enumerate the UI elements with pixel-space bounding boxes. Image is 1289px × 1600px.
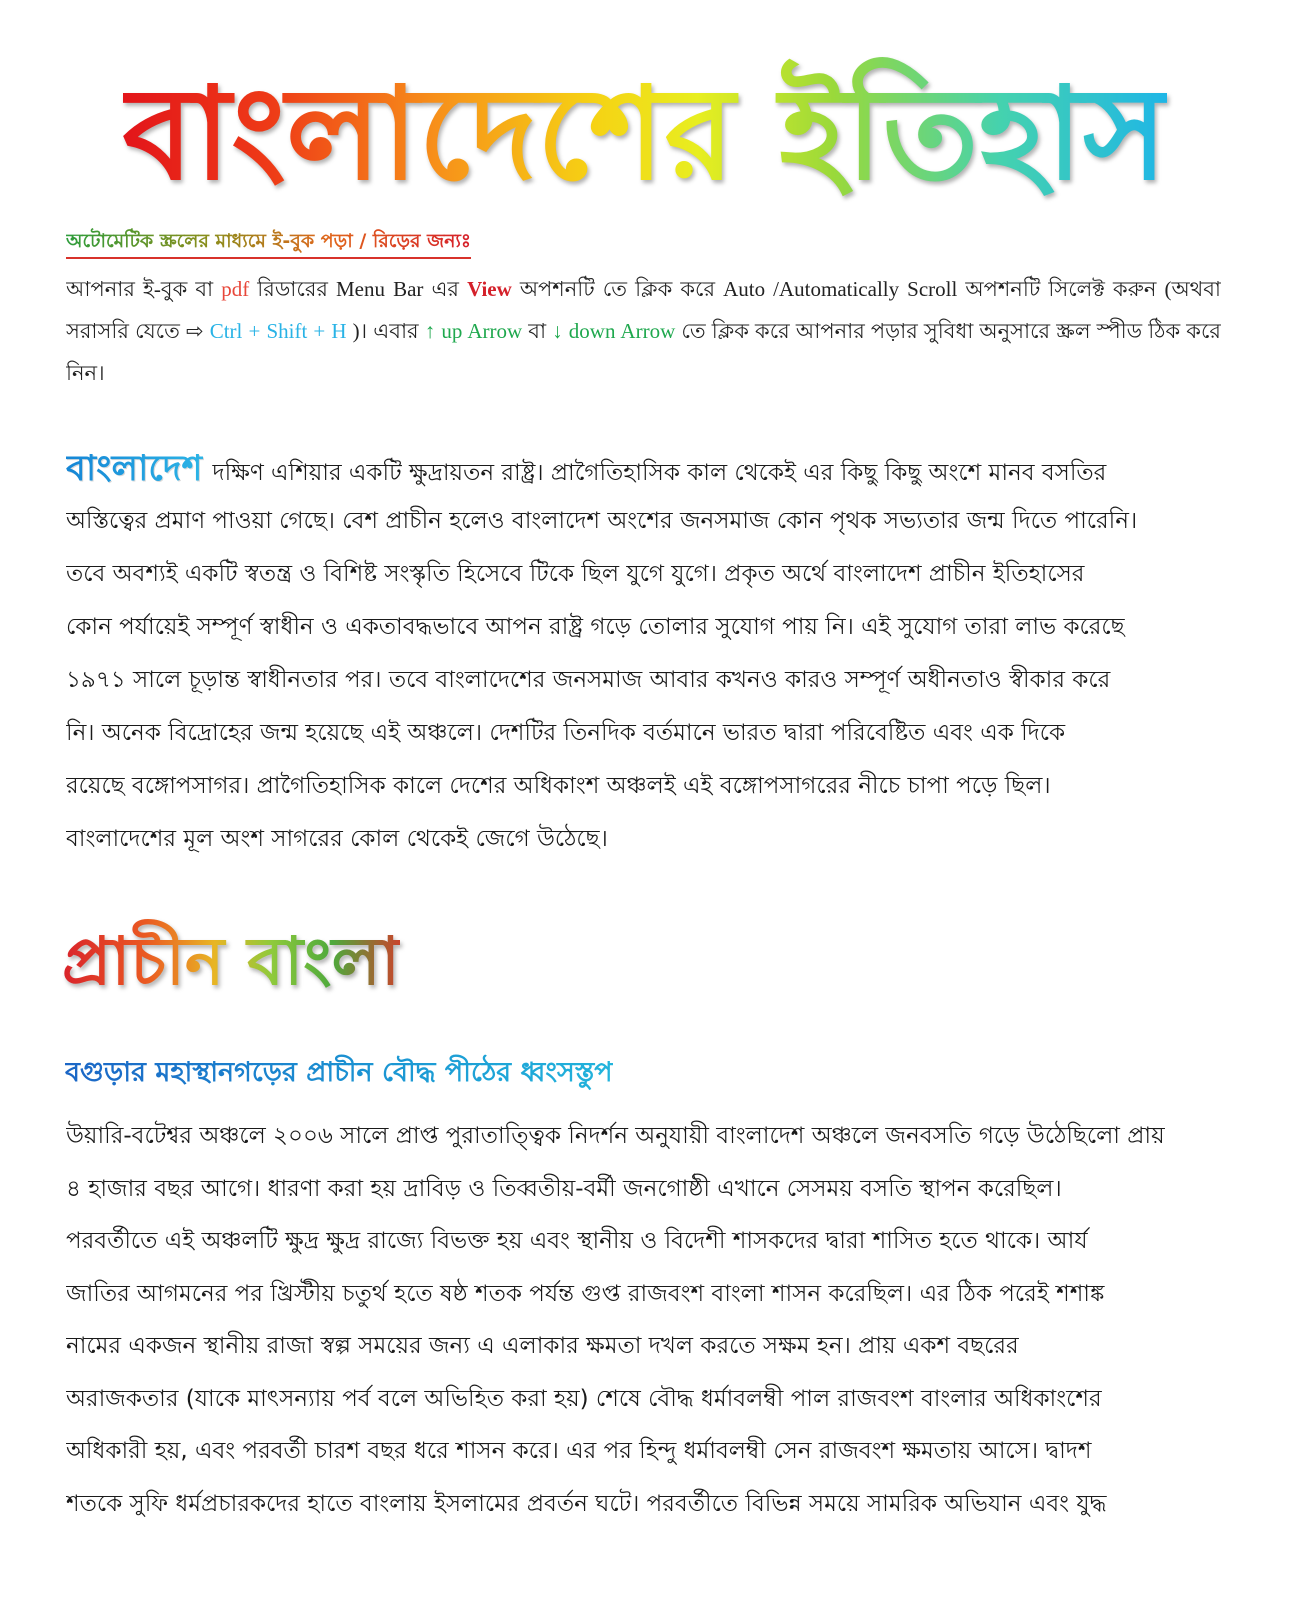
up-arrow-label: ↑ up Arrow	[424, 319, 523, 343]
paragraph-line	[66, 442, 1216, 495]
paragraph-line: কোন পর্যায়েই সম্পূর্ণ স্বাধীন ও একতাবদ্ধভাবে আপন রাষ্ট্র গড়ে তোলার সুযোগ পায় নি। এই সুযোগ তারা লাভ করেছে	[66, 614, 1125, 640]
section-subheading: বগুড়ার মহাস্থানগড়ের প্রাচীন বৌদ্ধ পীঠের ধ্বংসস্তুপ	[65, 1050, 613, 1096]
intro-paragraph	[66, 442, 1216, 866]
paragraph-line: রয়েছে বঙ্গোপসাগর। প্রাগৈতিহাসিক কালে দেশের অধিকাংশ অঞ্চলই এই বঙ্গোপসাগরের নীচে চাপা পড়ে ছিল।	[66, 773, 1051, 799]
title-block	[95, 50, 1195, 220]
instruction-text: বা	[522, 319, 553, 343]
instruction-text: )। এবার	[346, 319, 425, 343]
paragraph-line: অধিকারী হয়, এবং পরবর্তী চারশ বছর ধরে শাসন করে। এর পর হিন্দু ধর্মাবলম্বী সেন রাজবংশ ক্ষমতায় আসে। দ্বাদশ	[66, 1438, 1092, 1464]
paragraph-line: বাংলাদেশের মূল অংশ সাগরের কোল থেকেই জেগে উঠেছে।	[66, 826, 608, 852]
paragraph-line: ১৯৭১ সালে চূড়ান্ত স্বাধীনতার পর। তবে বাংলাদেশের জনসমাজ আবার কখনও কারও সম্পূর্ণ অধীনতাও স্বীকার করে	[66, 667, 1111, 693]
paragraph-line: নামের একজন স্থানীয় রাজা স্বল্প সময়ের জন্য এ এলাকার ক্ষমতা দখল করতে সক্ষম হন। প্রায় একশ বছরের	[66, 1333, 1019, 1359]
instruction-text: আপনার ই-বুক বা	[66, 277, 222, 301]
auto-scroll-heading: অটোমেটিক স্ক্রলের মাধ্যমে ই-বুক পড়া / রিড়ের জন্যঃ	[66, 226, 471, 259]
view-menu-label: View	[467, 277, 512, 301]
paragraph-line: অস্তিত্বের প্রমাণ পাওয়া গেছে। বেশ প্রাচীন হলেও বাংলাদেশ অংশের জনসমাজ কোন পৃথক সভ্যতার জন্ম দিতে পারেনি।	[66, 508, 1138, 534]
line-text: দক্ষিণ এশিয়ার একটি ক্ষুদ্রায়তন রাষ্ট্র। প্রাগৈতিহাসিক কাল থেকেই এর কিছু কিছু অংশে মানব বসতির	[212, 460, 1107, 486]
section-heading: প্রাচীন বাংলা	[62, 912, 400, 1012]
section-heading-block	[62, 912, 762, 1012]
auto-scroll-instructions	[66, 268, 1221, 398]
paragraph-line: ৪ হাজার বছর আগে। ধারণা করা হয় দ্রাবিড় ও তিব্বতীয়-বর্মী জনগোষ্ঠী এখানে সেসময় বসতি স্থাপন করেছিল।	[66, 1175, 1062, 1202]
paragraph-line: পরবর্তীতে এই অঞ্চলটি ক্ষুদ্র ক্ষুদ্র রাজ্যে বিভক্ত হয় এবং স্থানীয় ও বিদেশী শাসকদের দ্বারা শাসিত হতে থাকে। আর্য	[66, 1228, 1088, 1254]
down-arrow-label: ↓ down Arrow	[552, 319, 676, 343]
lead-word: বাংলাদেশ	[66, 448, 203, 489]
ancient-bengal-paragraph	[66, 1110, 1216, 1530]
document-title: বাংলাদেশের ইতিহাস	[123, 50, 1168, 220]
paragraph-line: তবে অবশ্যই একটি স্বতন্ত্র ও বিশিষ্ট সংস্কৃতি হিসেবে টিকে ছিল যুগে যুগে। প্রকৃত অর্থে বাংলাদেশ প্রাচীন ইতিহাসের	[66, 561, 1085, 587]
keyboard-shortcut: Ctrl + Shift + H	[209, 319, 347, 343]
pdf-label: pdf	[221, 277, 250, 301]
paragraph-line: উয়ারি-বটেশ্বর অঞ্চলে ২০০৬ সালে প্রাপ্ত পুরাতাত্ত্বিক নিদর্শন অনুযায়ী বাংলাদেশ অঞ্চলে জনবসতি গড়ে উঠেছিলো প্রায়	[66, 1123, 1165, 1149]
instruction-text: তে ক্লিক করে আপনার পড়ার সুবিধা অনুসারে স্ক্রল স্পীড ঠিক করে নিন।	[66, 319, 1221, 385]
paragraph-line: শতকে সুফি ধর্মপ্রচারকদের হাতে বাংলায় ইসলামের প্রবর্তন ঘটে। পরবর্তীতে বিভিন্ন সময়ে সামরিক অভিযান এবং যুদ্ধ	[66, 1490, 1107, 1517]
paragraph-line: জাতির আগমনের পর খ্রিস্টীয় চতুর্থ হতে ষষ্ঠ শতক পর্যন্ত গুপ্ত রাজবংশ বাংলা শাসন করেছিল। এর ঠিক পরেই শশাঙ্ক	[66, 1280, 1105, 1307]
section-subheading-block	[65, 1050, 965, 1096]
instruction-text: অপশনটি তে ক্লিক করে Auto /Automatically Scroll অপশনটি সিলেক্ট করুন (অথবা সরাসরি যেতে ⇨	[66, 277, 1221, 343]
paragraph-line: অরাজকতার (যাকে মাৎসন্যায় পর্ব বলে অভিহিত করা হয়) শেষে বৌদ্ধ ধর্মাবলম্বী পাল রাজবংশ বাংলার অধিকাংশের	[66, 1385, 1102, 1412]
instruction-text: রিডারের Menu Bar এর	[249, 277, 468, 301]
paragraph-line: নি। অনেক বিদ্রোহের জন্ম হয়েছে এই অঞ্চলে। দেশটির তিনদিক বর্তমানে ভারত দ্বারা পরিবেষ্টিত এবং এক দিকে	[66, 720, 1066, 746]
auto-scroll-heading-block	[66, 226, 866, 259]
